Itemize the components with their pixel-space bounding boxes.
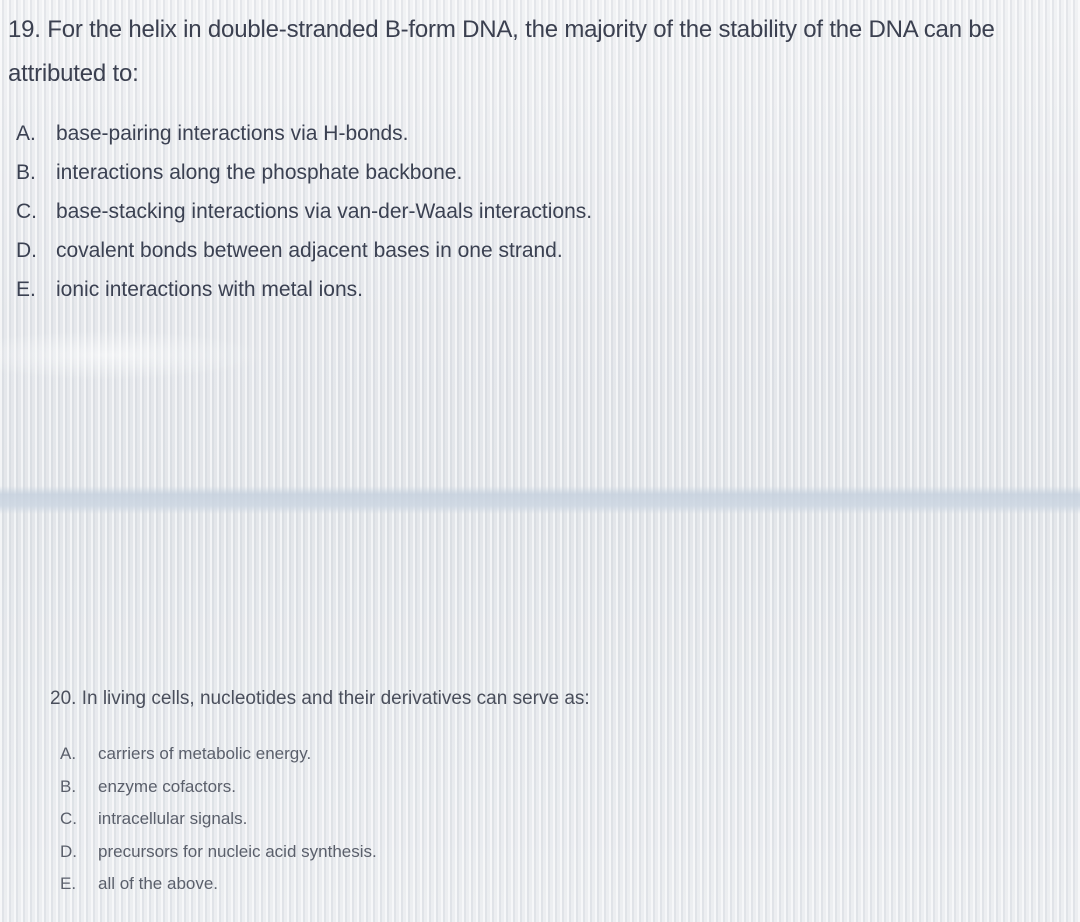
question-20-option-d[interactable] bbox=[60, 836, 377, 869]
option-letter: C. bbox=[16, 200, 37, 223]
question-19-option-c[interactable] bbox=[16, 192, 592, 231]
question-20-option-b[interactable] bbox=[60, 771, 377, 804]
question-20-option-c[interactable] bbox=[60, 803, 377, 836]
option-text: enzyme cofactors. bbox=[98, 776, 236, 796]
option-letter: D. bbox=[16, 239, 37, 262]
question-20-options bbox=[60, 738, 377, 901]
option-letter: B. bbox=[60, 776, 77, 796]
question-19-options bbox=[16, 114, 592, 309]
option-text: intracellular signals. bbox=[98, 809, 248, 828]
option-letter: A. bbox=[16, 122, 36, 145]
question-20-title: 20. In living cells, nucleotides and their derivatives can serve as: bbox=[50, 688, 590, 709]
option-letter: E. bbox=[16, 278, 36, 301]
option-text: covalent bonds between adjacent bases in one strand. bbox=[56, 239, 563, 262]
option-letter: B. bbox=[16, 161, 36, 184]
question-19-option-a[interactable] bbox=[16, 114, 592, 153]
option-text: ionic interactions with metal ions. bbox=[56, 278, 363, 301]
question-20-option-e[interactable] bbox=[60, 868, 377, 901]
question-19-option-e[interactable] bbox=[16, 270, 592, 309]
option-text: precursors for nucleic acid synthesis. bbox=[98, 841, 377, 861]
option-letter: C. bbox=[60, 809, 77, 828]
option-text: carriers of metabolic energy. bbox=[98, 744, 312, 763]
option-letter: A. bbox=[60, 744, 77, 763]
question-19-option-b[interactable] bbox=[16, 153, 592, 192]
question-20-option-a[interactable] bbox=[60, 738, 377, 771]
option-text: base-pairing interactions via H-bonds. bbox=[56, 122, 409, 145]
question-19-option-d[interactable] bbox=[16, 231, 592, 270]
question-19-title: 19. For the helix in double-stranded B-form DNA, the majority of the stability of the DNA can be attributed to: bbox=[8, 16, 995, 87]
option-text: all of the above. bbox=[98, 874, 219, 893]
option-text: base-stacking interactions via van-der-Waals interactions. bbox=[56, 200, 593, 223]
glare-smudge bbox=[0, 330, 270, 380]
divider-band bbox=[0, 486, 1080, 514]
option-letter: D. bbox=[60, 841, 77, 861]
option-letter: E. bbox=[60, 874, 77, 893]
option-text: interactions along the phosphate backbone. bbox=[56, 161, 463, 184]
